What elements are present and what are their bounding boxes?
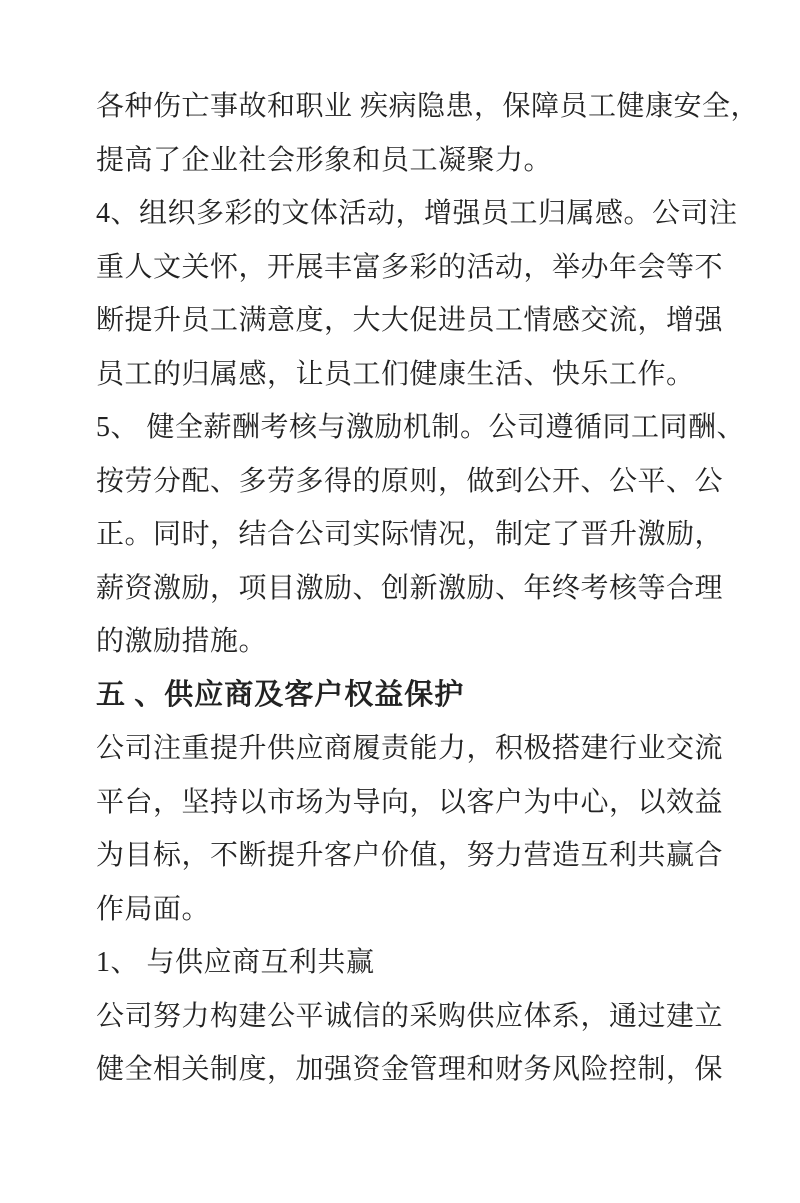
text-line: 公司努力构建公平诚信的采购供应体系，通过建立 [96, 1000, 724, 1032]
text-line: 薪资激励，项目激励、创新激励、年终考核等合理 [96, 572, 724, 604]
text-line: 公司注重提升供应商履责能力，积极搭建行业交流 [96, 733, 724, 764]
text-line: 5、 健全薪酬考核与激励机制。公司遵循同工同酬、 [96, 412, 746, 443]
text-line: 提高了企业社会形象和员工凝聚力。 [96, 144, 553, 176]
list-item-line: 1、 与供应商互利共赢 [96, 947, 375, 978]
text-line: 为目标，不断提升客户价值，努力营造互利共赢合 [96, 840, 724, 871]
text-line: 的激励措施。 [96, 626, 268, 657]
text-line: 4、组织多彩的文体活动，增强员工归属感。公司注 [96, 198, 738, 229]
section-heading: 五 、供应商及客户权益保护 [96, 678, 465, 711]
text-line: 员工的归属感，让员工们健康生活、快乐工作。 [96, 358, 695, 390]
text-line: 正。同时，结合公司实际情况，制定了晋升激励， [96, 519, 724, 550]
text-line: 作局面。 [96, 893, 211, 925]
text-line: 断提升员工满意度，大大促进员工情感交流，增强 [96, 305, 724, 336]
text-line: 健全相关制度，加强资金管理和财务风险控制，保 [96, 1054, 724, 1085]
text-line: 按劳分配、多劳多得的原则，做到公开、公平、公 [96, 465, 724, 497]
text-line: 重人文关怀，开展丰富多彩的活动，举办年会等不 [96, 251, 724, 283]
text-line: 平台，坚持以市场为导向，以客户为中心，以效益 [96, 786, 724, 818]
text-line: 各种伤亡事故和职业 疾病隐患，保障员工健康安全， [96, 91, 760, 122]
